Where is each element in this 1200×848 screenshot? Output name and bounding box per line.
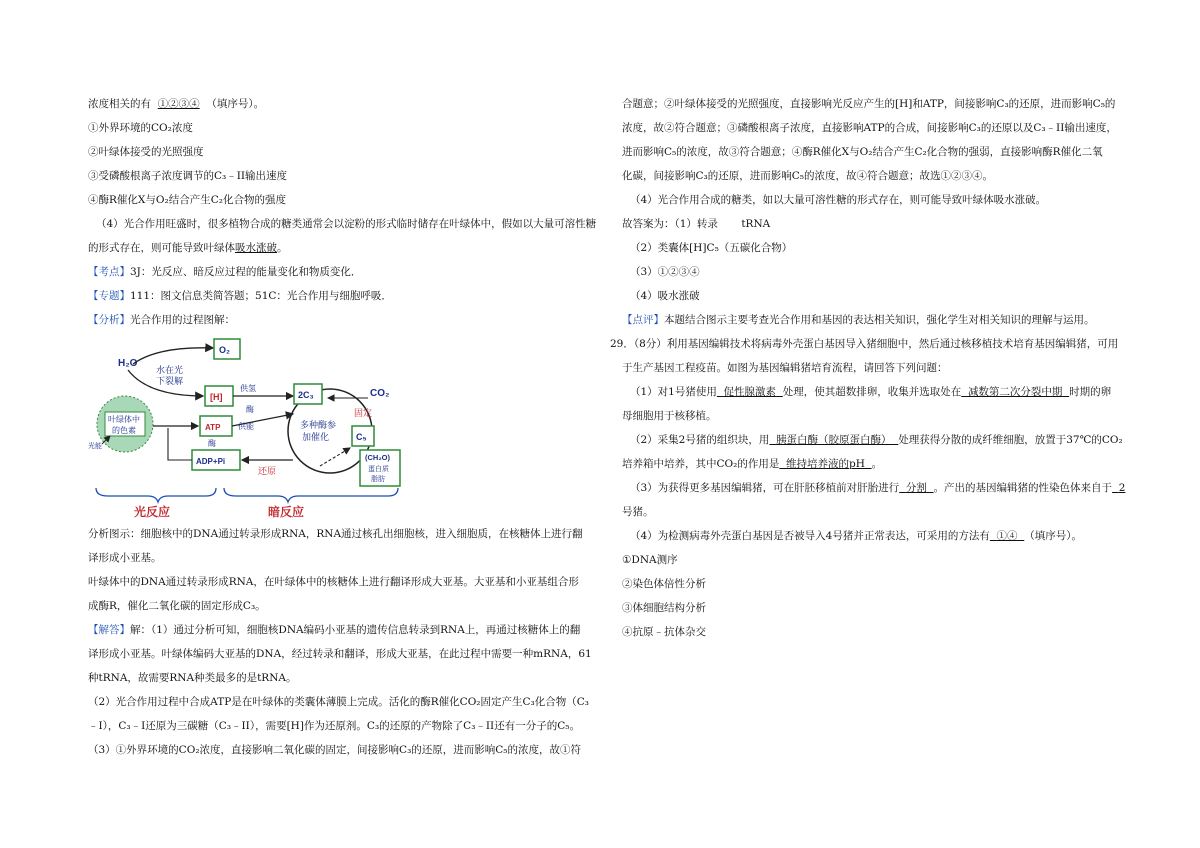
sub-1-cont: 母细胞用于核移植。 — [622, 410, 717, 422]
h-label: [H] — [210, 392, 223, 402]
sub-3 — [622, 476, 1137, 500]
answer-blank — [717, 386, 783, 398]
text: 解：（1）通过分析可知，细胞核DNA编码小亚基的遗传信息转录到RNA上，再通过核糖体上的翻 — [130, 624, 581, 636]
solution-line-4: （2）光合作用过程中合成ATP是在叶绿体的类囊体薄膜上完成。活化的酶R催化CO₂固定产生C₃化合物（C₃ — [88, 696, 589, 708]
atp-label: ATP — [205, 423, 221, 432]
answer-text: ①④ — [996, 530, 1018, 542]
fenxi-line — [88, 308, 593, 332]
multi-enzyme-label-1: 多种酶参 — [300, 420, 337, 430]
left-column — [88, 92, 597, 762]
question-4: （4）光合作用旺盛时，很多植物合成的糖类通常会以淀粉的形式临时储存在叶绿体中，假如以大量可溶性糖 — [96, 218, 597, 230]
text: （填序号）。 — [1024, 530, 1082, 542]
chlorophyll-label-1: 叶绿体中 — [108, 415, 140, 424]
answer-text: 2 — [1118, 482, 1126, 494]
text: 3J：光反应、暗反应过程的能量变化和物质变化． — [130, 266, 362, 278]
question-4-cont — [88, 236, 593, 260]
answer-blank — [779, 458, 871, 470]
option-1: ①外界环境的CO₂浓度 — [88, 122, 193, 134]
light-energy-label: 光能 — [88, 443, 102, 450]
dianping-line — [622, 308, 1137, 332]
text: （1）对1号猪使用 — [630, 386, 717, 398]
answer-blank — [961, 386, 1069, 398]
co2-label: CO₂ — [370, 388, 390, 399]
protein-label: 蛋白质 — [368, 466, 389, 473]
sub-2 — [622, 428, 1137, 452]
h2o-label: H₂O — [118, 358, 138, 369]
kaodian-line — [88, 260, 593, 284]
answer-summary-line — [622, 212, 1137, 236]
c3-label: 2C₃ — [298, 390, 314, 400]
dark-reaction-label: 暗反应 — [268, 505, 305, 518]
question-29-cont: 于生产基因工程疫苗。如图为基因编辑猪培育流程，请回答下列问题： — [622, 362, 948, 374]
method-3: ③体细胞结构分析 — [622, 602, 706, 614]
right-column — [610, 92, 1137, 644]
answer-blank: ①②③④ — [157, 98, 200, 110]
light-brace — [96, 488, 216, 502]
jieda-line — [88, 618, 593, 642]
option-3: ③受磷酸根离子浓度调节的C₃﹣II输出速度 — [88, 170, 288, 182]
right-line-4: 化碳，间接影响C₃的还原，进而影响C₅的浓度，故④符合题意；故选①②③④。 — [622, 170, 993, 182]
right-line-1: 合题意；②叶绿体接受的光照强度，直接影响光反应产生的[H]和ATP，间接影响C₃的还原，进而影响C₅的 — [622, 98, 1116, 110]
sub-2-cont — [622, 452, 1137, 476]
text: 111：图文信息类简答题；51C：光合作用与细胞呼吸． — [130, 290, 392, 302]
multi-enzyme-label-2: 加催化 — [302, 432, 330, 442]
text: 处理，使其超数排卵，收集并选取处在 — [782, 386, 962, 398]
text: 的形式存在，则可能导致叶绿体 — [88, 242, 235, 254]
kaodian-tag: 【考点】 — [88, 266, 130, 278]
sub-3-cont: 号猪。 — [622, 506, 654, 518]
analysis-line-1: 分析图示：细胞核中的DNA通过转录形成RNA，RNA通过核孔出细胞核，进入细胞质，在核糖体上进行翻 — [88, 528, 583, 540]
water-split-label-2: 下裂解 — [156, 376, 184, 386]
ch2o-label: (CH₂O) — [365, 453, 390, 462]
answer-blank: 吸水涨破 — [235, 242, 277, 254]
fenxi-tag: 【分析】 — [88, 314, 130, 326]
dianping-tag: 【点评】 — [622, 314, 664, 326]
light-reaction-label: 光反应 — [134, 505, 171, 518]
text: 。 — [871, 458, 883, 470]
answer-2: （2）类囊体[H]C₅（五碳化合物） — [630, 242, 793, 254]
adp-label: ADP+Pi — [196, 457, 226, 466]
analysis-line-4: 成酶R，催化二氧化碳的固定形成C₃。 — [88, 600, 266, 612]
right-line-3: 进而影响C₅的浓度，故③符合题意；④酶R催化X与O₂结合产生C₂化合物的强弱，直接影响酶R催化二氧 — [622, 146, 1103, 158]
solution-line-5: ﹣I），C₃﹣I还原为三碳糖（C₃﹣II），需要[H]作为还原剂。C₃的还原的产物除了C₃﹣II还有一分子的C₅。 — [88, 720, 580, 732]
text: （3）为获得更多基因编辑猪，可在肝胚移植前对肝胎进行 — [630, 482, 900, 494]
option-4: ④酶R催化X与O₂结合产生C₂化合物的强度 — [88, 194, 286, 206]
text: 浓度相关的有 — [88, 98, 151, 110]
supply-h-label: 供氢 — [240, 384, 256, 393]
answer-text: 减数第二次分裂中期 — [967, 386, 1063, 398]
text: （2）采集2号猪的组织块，用 — [630, 434, 770, 446]
solution-line-6: （3）①外界环境的CO₂浓度，直接影响二氧化碳的固定，间接影响C₃的还原，进而影响C₅的浓度，故①符 — [88, 744, 582, 756]
fix-label: 固定 — [354, 408, 373, 418]
text: 。产出的基因编辑猪的性染色体来自于 — [933, 482, 1113, 494]
answer-3: （3）①②③④ — [630, 266, 700, 278]
text: 。 — [277, 242, 288, 254]
chlorophyll-label-2: 的色素 — [112, 426, 136, 435]
sub-1 — [622, 380, 1137, 404]
text: （填序号）。 — [206, 98, 265, 110]
jieda-tag: 【解答】 — [88, 624, 130, 636]
answer-blank — [899, 482, 933, 494]
text: 处理获得分散的成纤维细胞，放置于37℃的CO₂ — [898, 434, 1123, 446]
enzyme-label-2: 酶 — [208, 439, 216, 448]
answer-text: 维持培养液的pH — [786, 458, 865, 470]
fat-label: 脂肪 — [371, 476, 385, 483]
answer-4: （4）吸水涨破 — [630, 290, 700, 302]
answer-blank — [769, 434, 898, 446]
answer-text: 促性腺激素 — [723, 386, 777, 398]
method-4: ④抗原﹣抗体杂交 — [622, 626, 706, 638]
water-split-label-1: 水在光 — [156, 365, 184, 375]
answer-blank — [1112, 482, 1125, 494]
answer-blank — [990, 530, 1024, 542]
text: 本题结合图示主要考查光合作用和基因的表达相关知识，强化学生对相关知识的理解与运用。 — [664, 314, 1095, 326]
text: 时期的卵 — [1069, 386, 1112, 398]
answer-text: 胰蛋白酶（胶原蛋白酶） — [776, 434, 892, 446]
answer-text: 分割 — [905, 482, 927, 494]
diagram-svg — [88, 336, 418, 518]
reduce-label: 还原 — [258, 466, 277, 476]
enzyme-label-1: 酶 — [246, 405, 254, 414]
right-line-5: （4）光合作用合成的糖类，如以大量可溶性糖的形式存在，则可能导致叶绿体吸水涨破。 — [630, 194, 1047, 206]
dark-brace — [224, 488, 398, 502]
analysis-line-3: 叶绿体中的DNA通过转录形成RNA，在叶绿体中的核糖体上进行翻译形成大亚基。大亚基和小亚基组合形 — [88, 576, 579, 588]
sub-4 — [622, 524, 1137, 548]
option-2: ②叶绿体接受的光照强度 — [88, 146, 204, 158]
method-1: ①DNA测序 — [622, 554, 678, 566]
text: tRNA — [741, 218, 771, 230]
solution-line-2: 译形成小亚基。叶绿体编码大亚基的DNA，经过转录和翻译，形成大亚基，在此过程中需要一种mRNA，61 — [88, 648, 592, 660]
text: 培养箱中培养，其中CO₂的作用是 — [622, 458, 780, 470]
method-2: ②染色体倍性分析 — [622, 578, 706, 590]
analysis-line-2: 译形成小亚基。 — [88, 552, 162, 564]
answer-line — [88, 92, 593, 116]
zhuanti-line — [88, 284, 593, 308]
c5-label: C₅ — [356, 432, 367, 442]
solution-line-3: 种tRNA，故需要RNA种类最多的是tRNA。 — [88, 672, 297, 684]
zhuanti-tag: 【专题】 — [88, 290, 130, 302]
supply-energy-label: 供能 — [238, 422, 254, 431]
right-line-2: 浓度，故②符合题意；③磷酸根离子浓度，直接影响ATP的合成，间接影响C₃的还原以及C₃﹣II输出速度， — [622, 122, 1117, 134]
o2-label: O₂ — [219, 345, 230, 355]
photosynthesis-diagram — [88, 336, 418, 518]
text: （4）为检测病毒外壳蛋白基因是否被导入4号猪并正常表达，可采用的方法有 — [630, 530, 990, 542]
question-29: 29．（8分）利用基因编辑技术将病毒外壳蛋白基因导入猪细胞中，然后通过核移植技术培育基因编辑猪，可用 — [610, 338, 1119, 350]
text: 故答案为：（1）转录 — [622, 218, 718, 230]
text: 光合作用的过程图解： — [130, 314, 235, 326]
